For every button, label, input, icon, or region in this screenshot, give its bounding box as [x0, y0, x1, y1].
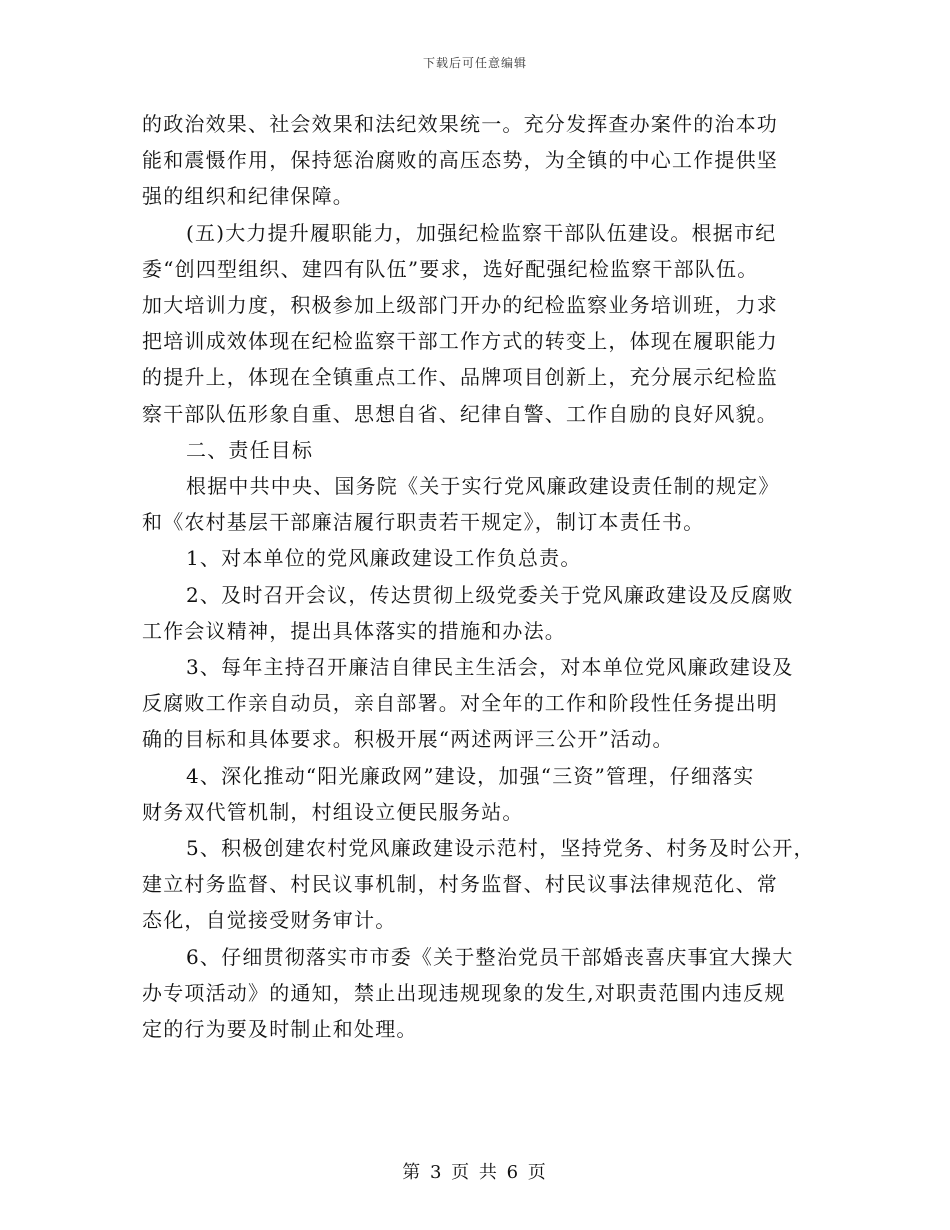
paragraph-line: 态化，自觉接受财务审计。 [142, 908, 397, 933]
list-item: 2、及时召开会议，传达贯彻上级党委关于党风廉政建设及反腐败 [186, 582, 794, 607]
paragraph-line: 定的行为要及时制止和处理。 [142, 1017, 418, 1042]
list-item: 3、每年主持召开廉洁自律民主生活会，对本单位党风廉政建设及 [186, 655, 794, 680]
list-item: 1、对本单位的党风廉政建设工作负总责。 [186, 546, 582, 571]
paragraph-line: 强的组织和纪律保障。 [142, 184, 354, 209]
paragraph-line: (五)大力提升履职能力，加强纪检监察干部队伍建设。根据市纪 [186, 220, 777, 245]
paragraph-line: 把培训成效体现在纪检监察干部工作方式的转变上，体现在履职能力 [142, 329, 778, 354]
paragraph-line: 和《农村基层干部廉洁履行职责若干规定》，制订本责任书。 [142, 510, 705, 535]
list-item: 6、仔细贯彻落实市市委《关于整治党员干部婚丧喜庆事宜大操大 [186, 944, 794, 969]
paragraph-line: 能和震慑作用，保持惩治腐败的高压态势，为全镇的中心工作提供坚 [142, 148, 778, 173]
paragraph-line: 工作会议精神，提出具体落实的措施和办法。 [142, 618, 566, 643]
list-item: 5、积极创建农村党风廉政建设示范村，坚持党务、村务及时公开， [186, 836, 815, 861]
paragraph-line: 根据中共中央、国务院《关于实行党风廉政建设责任制的规定》 [186, 474, 780, 499]
paragraph-line: 建立村务监督、村民议事机制，村务监督、村民议事法律规范化、常 [142, 872, 778, 897]
paragraph-line: 办专项活动》的通知，禁止出现违规现象的发生,对职责范围内违反规 [142, 980, 786, 1005]
paragraph-line: 的提升上，体现在全镇重点工作、品牌项目创新上，充分展示纪检监 [142, 365, 778, 390]
page-header: 下载后可任意编辑 [422, 56, 527, 70]
paragraph-line: 的政治效果、社会效果和法纪效果统一。充分发挥查办案件的治本功 [142, 112, 778, 136]
document-body [142, 106, 817, 1047]
paragraph-line: 加大培训力度，积极参加上级部门开办的纪检监察业务培训班，力求 [142, 293, 778, 318]
paragraph-line: 确的目标和具体要求。积极开展“两述两评三公开”活动。 [142, 727, 674, 752]
paragraph-line: 委“创四型组织、建四有队伍”要求，选好配强纪检监察干部队伍。 [142, 256, 759, 281]
paragraph-line: 察干部队伍形象自重、思想自省、纪律自警、工作自励的良好风貌。 [142, 401, 778, 426]
page-number: 第 3 页 共 6 页 [402, 1162, 548, 1183]
paragraph-line: 财务双代管机制，村组设立便民服务站。 [142, 799, 524, 824]
paragraph-line: 反腐败工作亲自动员，亲自部署。对全年的工作和阶段性任务提出明 [142, 691, 778, 716]
list-item: 4、深化推动“阳光廉政网”建设，加强“三资”管理，仔细落实 [186, 763, 755, 788]
section-heading: 二、责任目标 [186, 437, 314, 462]
